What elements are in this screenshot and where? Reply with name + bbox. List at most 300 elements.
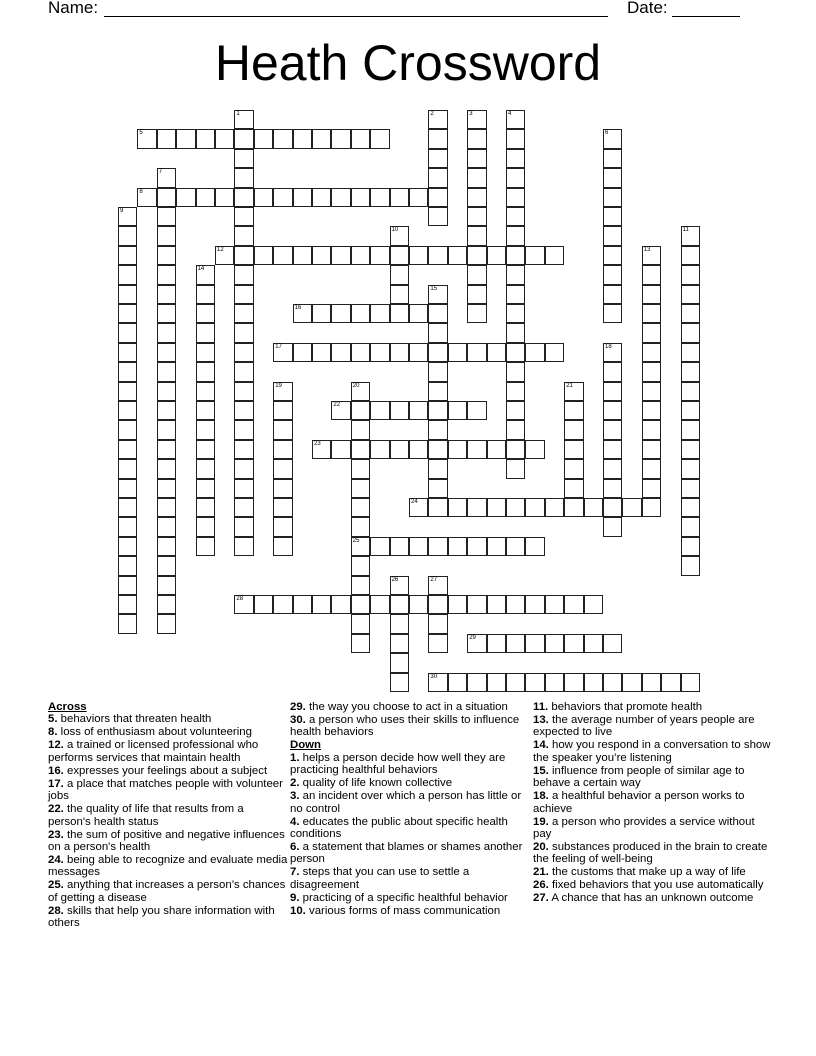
grid-cell[interactable] — [273, 498, 292, 517]
grid-cell[interactable] — [525, 537, 544, 556]
grid-cell[interactable] — [681, 265, 700, 284]
grid-cell[interactable] — [370, 440, 389, 459]
grid-cell[interactable] — [642, 498, 661, 517]
grid-cell[interactable] — [506, 382, 525, 401]
grid-cell[interactable] — [312, 440, 331, 459]
grid-cell[interactable] — [234, 285, 253, 304]
grid-cell[interactable] — [118, 285, 137, 304]
grid-cell[interactable] — [467, 498, 486, 517]
grid-cell[interactable] — [564, 382, 583, 401]
grid-cell[interactable] — [506, 226, 525, 245]
grid-cell[interactable] — [467, 168, 486, 187]
grid-cell[interactable] — [157, 595, 176, 614]
grid-cell[interactable] — [622, 673, 641, 692]
grid-cell[interactable] — [603, 265, 622, 284]
grid-cell[interactable] — [157, 168, 176, 187]
grid-cell[interactable] — [234, 537, 253, 556]
grid-cell[interactable] — [351, 537, 370, 556]
grid-cell[interactable] — [506, 168, 525, 187]
grid-cell[interactable] — [234, 498, 253, 517]
grid-cell[interactable] — [584, 595, 603, 614]
grid-cell[interactable] — [157, 537, 176, 556]
grid-cell[interactable] — [196, 517, 215, 536]
grid-cell[interactable] — [390, 576, 409, 595]
grid-cell[interactable] — [428, 595, 447, 614]
grid-cell[interactable] — [118, 323, 137, 342]
grid-cell[interactable] — [390, 595, 409, 614]
grid-cell[interactable] — [157, 285, 176, 304]
grid-cell[interactable] — [564, 459, 583, 478]
grid-cell[interactable] — [525, 246, 544, 265]
grid-cell[interactable] — [273, 459, 292, 478]
grid-cell[interactable] — [467, 226, 486, 245]
grid-cell[interactable] — [428, 129, 447, 148]
grid-cell[interactable] — [467, 401, 486, 420]
grid-cell[interactable] — [467, 246, 486, 265]
grid-cell[interactable] — [390, 265, 409, 284]
grid-cell[interactable] — [273, 537, 292, 556]
grid-cell[interactable] — [428, 401, 447, 420]
grid-cell[interactable] — [525, 498, 544, 517]
grid-cell[interactable] — [642, 459, 661, 478]
grid-cell[interactable] — [196, 537, 215, 556]
grid-cell[interactable] — [157, 459, 176, 478]
grid-cell[interactable] — [409, 343, 428, 362]
grid-cell[interactable] — [254, 129, 273, 148]
grid-cell[interactable] — [681, 401, 700, 420]
grid-cell[interactable] — [196, 265, 215, 284]
grid-cell[interactable] — [176, 188, 195, 207]
grid-cell[interactable] — [525, 343, 544, 362]
grid-cell[interactable] — [351, 129, 370, 148]
grid-cell[interactable] — [506, 673, 525, 692]
grid-cell[interactable] — [351, 498, 370, 517]
grid-cell[interactable] — [390, 343, 409, 362]
grid-cell[interactable] — [506, 149, 525, 168]
grid-cell[interactable] — [273, 129, 292, 148]
grid-cell[interactable] — [642, 673, 661, 692]
grid-cell[interactable] — [118, 246, 137, 265]
grid-cell[interactable] — [312, 304, 331, 323]
grid-cell[interactable] — [331, 440, 350, 459]
grid-cell[interactable] — [351, 517, 370, 536]
grid-cell[interactable] — [157, 362, 176, 381]
grid-cell[interactable] — [234, 420, 253, 439]
grid-cell[interactable] — [409, 188, 428, 207]
grid-cell[interactable] — [196, 362, 215, 381]
grid-cell[interactable] — [234, 265, 253, 284]
grid-cell[interactable] — [681, 304, 700, 323]
grid-cell[interactable] — [351, 556, 370, 575]
grid-cell[interactable] — [409, 401, 428, 420]
grid-cell[interactable] — [506, 110, 525, 129]
grid-cell[interactable] — [409, 304, 428, 323]
grid-cell[interactable] — [118, 343, 137, 362]
grid-cell[interactable] — [118, 362, 137, 381]
grid-cell[interactable] — [215, 129, 234, 148]
grid-cell[interactable] — [525, 634, 544, 653]
grid-cell[interactable] — [428, 459, 447, 478]
grid-cell[interactable] — [428, 479, 447, 498]
grid-cell[interactable] — [467, 673, 486, 692]
grid-cell[interactable] — [157, 382, 176, 401]
grid-cell[interactable] — [234, 207, 253, 226]
grid-cell[interactable] — [487, 498, 506, 517]
grid-cell[interactable] — [428, 614, 447, 633]
grid-cell[interactable] — [642, 440, 661, 459]
grid-cell[interactable] — [506, 420, 525, 439]
grid-cell[interactable] — [196, 498, 215, 517]
grid-cell[interactable] — [273, 343, 292, 362]
grid-cell[interactable] — [157, 207, 176, 226]
grid-cell[interactable] — [467, 188, 486, 207]
grid-cell[interactable] — [390, 246, 409, 265]
grid-cell[interactable] — [642, 343, 661, 362]
grid-cell[interactable] — [545, 343, 564, 362]
grid-cell[interactable] — [428, 382, 447, 401]
grid-cell[interactable] — [370, 343, 389, 362]
grid-cell[interactable] — [234, 382, 253, 401]
grid-cell[interactable] — [234, 401, 253, 420]
grid-cell[interactable] — [157, 517, 176, 536]
grid-cell[interactable] — [157, 498, 176, 517]
grid-cell[interactable] — [448, 246, 467, 265]
grid-cell[interactable] — [642, 323, 661, 342]
grid-cell[interactable] — [525, 595, 544, 614]
grid-cell[interactable] — [428, 362, 447, 381]
grid-cell[interactable] — [157, 556, 176, 575]
grid-cell[interactable] — [234, 459, 253, 478]
grid-cell[interactable] — [681, 556, 700, 575]
grid-cell[interactable] — [370, 188, 389, 207]
grid-cell[interactable] — [642, 246, 661, 265]
grid-cell[interactable] — [234, 440, 253, 459]
grid-cell[interactable] — [293, 129, 312, 148]
grid-cell[interactable] — [603, 498, 622, 517]
grid-cell[interactable] — [622, 498, 641, 517]
grid-cell[interactable] — [487, 343, 506, 362]
grid-cell[interactable] — [157, 323, 176, 342]
grid-cell[interactable] — [351, 304, 370, 323]
grid-cell[interactable] — [409, 537, 428, 556]
grid-cell[interactable] — [234, 595, 253, 614]
grid-cell[interactable] — [157, 304, 176, 323]
grid-cell[interactable] — [681, 479, 700, 498]
grid-cell[interactable] — [351, 595, 370, 614]
grid-cell[interactable] — [118, 479, 137, 498]
grid-cell[interactable] — [642, 285, 661, 304]
grid-cell[interactable] — [564, 634, 583, 653]
grid-cell[interactable] — [681, 323, 700, 342]
grid-cell[interactable] — [157, 226, 176, 245]
grid-cell[interactable] — [273, 420, 292, 439]
grid-cell[interactable] — [351, 614, 370, 633]
grid-cell[interactable] — [506, 498, 525, 517]
grid-cell[interactable] — [351, 401, 370, 420]
grid-cell[interactable] — [409, 440, 428, 459]
grid-cell[interactable] — [390, 537, 409, 556]
grid-cell[interactable] — [603, 634, 622, 653]
grid-cell[interactable] — [428, 323, 447, 342]
grid-cell[interactable] — [234, 168, 253, 187]
grid-cell[interactable] — [157, 401, 176, 420]
grid-cell[interactable] — [428, 440, 447, 459]
grid-cell[interactable] — [487, 537, 506, 556]
grid-cell[interactable] — [254, 595, 273, 614]
grid-cell[interactable] — [331, 401, 350, 420]
grid-cell[interactable] — [487, 634, 506, 653]
grid-cell[interactable] — [506, 343, 525, 362]
grid-cell[interactable] — [312, 188, 331, 207]
grid-cell[interactable] — [506, 246, 525, 265]
grid-cell[interactable] — [157, 576, 176, 595]
grid-cell[interactable] — [118, 459, 137, 478]
grid-cell[interactable] — [409, 498, 428, 517]
grid-cell[interactable] — [370, 304, 389, 323]
grid-cell[interactable] — [603, 459, 622, 478]
grid-cell[interactable] — [467, 634, 486, 653]
grid-cell[interactable] — [118, 226, 137, 245]
grid-cell[interactable] — [545, 673, 564, 692]
grid-cell[interactable] — [273, 188, 292, 207]
grid-cell[interactable] — [293, 595, 312, 614]
grid-cell[interactable] — [118, 498, 137, 517]
grid-cell[interactable] — [584, 673, 603, 692]
grid-cell[interactable] — [390, 226, 409, 245]
grid-cell[interactable] — [564, 595, 583, 614]
grid-cell[interactable] — [390, 614, 409, 633]
grid-cell[interactable] — [681, 343, 700, 362]
grid-cell[interactable] — [448, 440, 467, 459]
grid-cell[interactable] — [603, 362, 622, 381]
grid-cell[interactable] — [351, 343, 370, 362]
grid-cell[interactable] — [603, 207, 622, 226]
grid-cell[interactable] — [331, 129, 350, 148]
grid-cell[interactable] — [506, 129, 525, 148]
grid-cell[interactable] — [273, 517, 292, 536]
grid-cell[interactable] — [118, 614, 137, 633]
grid-cell[interactable] — [545, 498, 564, 517]
grid-cell[interactable] — [603, 149, 622, 168]
grid-cell[interactable] — [351, 459, 370, 478]
grid-cell[interactable] — [642, 479, 661, 498]
grid-cell[interactable] — [428, 110, 447, 129]
grid-cell[interactable] — [409, 246, 428, 265]
grid-cell[interactable] — [157, 265, 176, 284]
grid-cell[interactable] — [603, 188, 622, 207]
grid-cell[interactable] — [467, 537, 486, 556]
grid-cell[interactable] — [234, 246, 253, 265]
grid-cell[interactable] — [118, 537, 137, 556]
grid-cell[interactable] — [157, 440, 176, 459]
grid-cell[interactable] — [428, 673, 447, 692]
grid-cell[interactable] — [234, 188, 253, 207]
grid-cell[interactable] — [390, 401, 409, 420]
grid-cell[interactable] — [681, 537, 700, 556]
grid-cell[interactable] — [370, 595, 389, 614]
grid-cell[interactable] — [506, 285, 525, 304]
grid-cell[interactable] — [681, 382, 700, 401]
grid-cell[interactable] — [603, 129, 622, 148]
grid-cell[interactable] — [603, 168, 622, 187]
grid-cell[interactable] — [273, 382, 292, 401]
grid-cell[interactable] — [157, 188, 176, 207]
grid-cell[interactable] — [448, 537, 467, 556]
grid-cell[interactable] — [390, 634, 409, 653]
grid-cell[interactable] — [234, 479, 253, 498]
grid-cell[interactable] — [506, 440, 525, 459]
grid-cell[interactable] — [118, 556, 137, 575]
grid-cell[interactable] — [525, 440, 544, 459]
grid-cell[interactable] — [603, 246, 622, 265]
grid-cell[interactable] — [428, 343, 447, 362]
grid-cell[interactable] — [331, 343, 350, 362]
grid-cell[interactable] — [506, 595, 525, 614]
grid-cell[interactable] — [234, 304, 253, 323]
grid-cell[interactable] — [254, 246, 273, 265]
grid-cell[interactable] — [234, 362, 253, 381]
grid-cell[interactable] — [603, 226, 622, 245]
grid-cell[interactable] — [370, 129, 389, 148]
grid-cell[interactable] — [196, 440, 215, 459]
grid-cell[interactable] — [681, 285, 700, 304]
grid-cell[interactable] — [215, 246, 234, 265]
grid-cell[interactable] — [467, 110, 486, 129]
grid-cell[interactable] — [467, 343, 486, 362]
grid-cell[interactable] — [273, 440, 292, 459]
grid-cell[interactable] — [331, 304, 350, 323]
grid-cell[interactable] — [118, 517, 137, 536]
grid-cell[interactable] — [487, 246, 506, 265]
grid-cell[interactable] — [390, 673, 409, 692]
grid-cell[interactable] — [293, 304, 312, 323]
grid-cell[interactable] — [118, 401, 137, 420]
grid-cell[interactable] — [467, 285, 486, 304]
grid-cell[interactable] — [234, 129, 253, 148]
grid-cell[interactable] — [293, 188, 312, 207]
grid-cell[interactable] — [273, 401, 292, 420]
grid-cell[interactable] — [603, 343, 622, 362]
grid-cell[interactable] — [331, 188, 350, 207]
grid-cell[interactable] — [176, 129, 195, 148]
grid-cell[interactable] — [234, 149, 253, 168]
grid-cell[interactable] — [467, 265, 486, 284]
grid-cell[interactable] — [157, 129, 176, 148]
grid-cell[interactable] — [661, 673, 680, 692]
grid-cell[interactable] — [681, 226, 700, 245]
grid-cell[interactable] — [428, 149, 447, 168]
grid-cell[interactable] — [428, 168, 447, 187]
grid-cell[interactable] — [681, 498, 700, 517]
grid-cell[interactable] — [603, 304, 622, 323]
grid-cell[interactable] — [642, 304, 661, 323]
grid-cell[interactable] — [681, 246, 700, 265]
grid-cell[interactable] — [196, 459, 215, 478]
grid-cell[interactable] — [331, 246, 350, 265]
grid-cell[interactable] — [196, 382, 215, 401]
grid-cell[interactable] — [642, 265, 661, 284]
grid-cell[interactable] — [506, 323, 525, 342]
grid-cell[interactable] — [196, 285, 215, 304]
grid-cell[interactable] — [428, 246, 447, 265]
grid-cell[interactable] — [467, 149, 486, 168]
grid-cell[interactable] — [157, 479, 176, 498]
grid-cell[interactable] — [642, 401, 661, 420]
grid-cell[interactable] — [390, 188, 409, 207]
grid-cell[interactable] — [273, 479, 292, 498]
grid-cell[interactable] — [234, 343, 253, 362]
grid-cell[interactable] — [428, 537, 447, 556]
grid-cell[interactable] — [564, 420, 583, 439]
grid-cell[interactable] — [390, 285, 409, 304]
grid-cell[interactable] — [273, 595, 292, 614]
grid-cell[interactable] — [196, 401, 215, 420]
grid-cell[interactable] — [603, 517, 622, 536]
grid-cell[interactable] — [118, 440, 137, 459]
grid-cell[interactable] — [118, 304, 137, 323]
grid-cell[interactable] — [467, 207, 486, 226]
grid-cell[interactable] — [603, 673, 622, 692]
grid-cell[interactable] — [351, 576, 370, 595]
grid-cell[interactable] — [506, 401, 525, 420]
grid-cell[interactable] — [351, 479, 370, 498]
grid-cell[interactable] — [409, 595, 428, 614]
grid-cell[interactable] — [681, 362, 700, 381]
grid-cell[interactable] — [603, 440, 622, 459]
grid-cell[interactable] — [390, 653, 409, 672]
grid-cell[interactable] — [293, 246, 312, 265]
grid-cell[interactable] — [603, 479, 622, 498]
grid-cell[interactable] — [390, 304, 409, 323]
grid-cell[interactable] — [157, 343, 176, 362]
grid-cell[interactable] — [448, 673, 467, 692]
grid-cell[interactable] — [234, 517, 253, 536]
grid-cell[interactable] — [196, 323, 215, 342]
grid-cell[interactable] — [351, 440, 370, 459]
grid-cell[interactable] — [506, 634, 525, 653]
grid-cell[interactable] — [545, 595, 564, 614]
grid-cell[interactable] — [234, 323, 253, 342]
grid-cell[interactable] — [312, 595, 331, 614]
grid-cell[interactable] — [487, 673, 506, 692]
grid-cell[interactable] — [506, 537, 525, 556]
grid-cell[interactable] — [137, 129, 156, 148]
grid-cell[interactable] — [196, 343, 215, 362]
grid-cell[interactable] — [603, 401, 622, 420]
grid-cell[interactable] — [603, 420, 622, 439]
grid-cell[interactable] — [448, 595, 467, 614]
grid-cell[interactable] — [506, 265, 525, 284]
grid-cell[interactable] — [564, 498, 583, 517]
grid-cell[interactable] — [564, 401, 583, 420]
grid-cell[interactable] — [157, 246, 176, 265]
grid-cell[interactable] — [196, 420, 215, 439]
grid-cell[interactable] — [118, 265, 137, 284]
grid-cell[interactable] — [681, 673, 700, 692]
grid-cell[interactable] — [428, 498, 447, 517]
grid-cell[interactable] — [584, 498, 603, 517]
grid-cell[interactable] — [564, 440, 583, 459]
grid-cell[interactable] — [545, 634, 564, 653]
grid-cell[interactable] — [428, 207, 447, 226]
grid-cell[interactable] — [681, 440, 700, 459]
grid-cell[interactable] — [448, 343, 467, 362]
grid-cell[interactable] — [370, 537, 389, 556]
grid-cell[interactable] — [196, 479, 215, 498]
grid-cell[interactable] — [157, 420, 176, 439]
grid-cell[interactable] — [467, 304, 486, 323]
grid-cell[interactable] — [428, 188, 447, 207]
